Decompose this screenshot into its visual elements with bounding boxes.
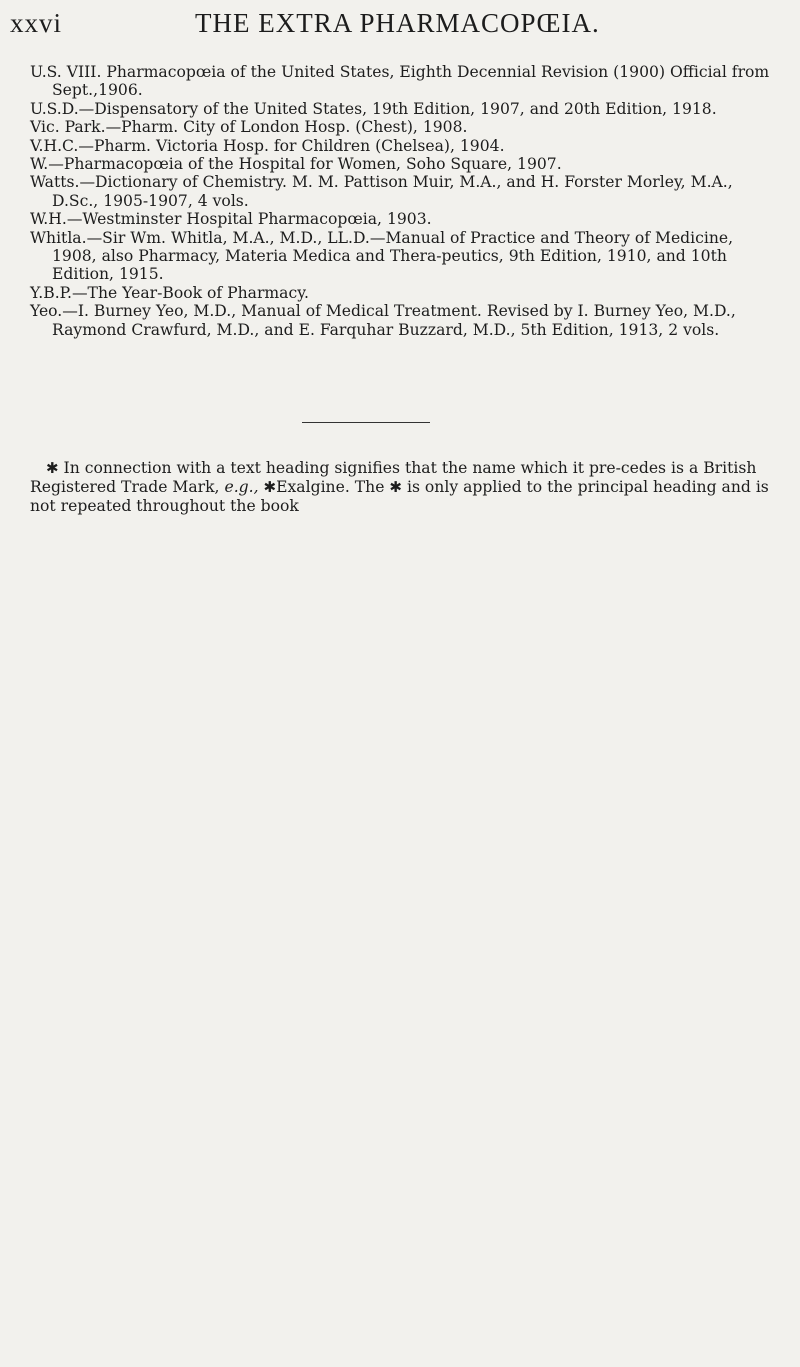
list-item: V.H.C.—Pharm. Victoria Hosp. for Children (Chelsea), 1904. [30,136,505,155]
trademark-star-icon: ✱ [263,477,277,496]
list-item: Whitla.—Sir Wm. Whitla, M.A., M.D., LL.D.—Manual of Practice and Theory of Medicine, 1908, also Pharmacy, Materia Medica and Thera-peutics, 9th Edition, 1910, and 10th Edition, 1915. [30,228,734,284]
list-item: U.S.D.—Dispensatory of the United States, 19th Edition, 1907, and 20th Edition, 1918. [30,99,717,118]
footnote-text: In connection with a text heading signifies that the name which it pre-cedes is a British Registered Trade Mark, [30,458,757,496]
list-item: W.—Pharmacopœia of the Hospital for Women, Soho Square, 1907. [30,155,562,174]
footnote-example: Exalgine. [276,477,350,496]
footnote-text: is only applied to the principal heading and is not repeated throughout the book [30,477,769,515]
page-title: THE EXTRA PHARMACOPŒIA. [195,8,600,38]
footnote-text: The [354,477,385,496]
list-item: Y.B.P.—The Year-Book of Pharmacy. [30,283,309,302]
trademark-star-icon: ✱ [389,477,402,496]
footnote-eg: e.g., [224,477,259,496]
section-divider [302,422,430,423]
list-item: Vic. Park.—Pharm. City of London Hosp. (Chest), 1908. [30,118,468,137]
list-item: W.H.—Westminster Hospital Pharmacopœia, 1903. [30,210,432,229]
list-item: U.S. VIII. Pharmacopœia of the United States, Eighth Decennial Revision (1900) Official from Sept.,1906. [30,63,770,100]
list-item: Yeo.—I. Burney Yeo, M.D., Manual of Medical Treatment. Revised by I. Burney Yeo, M.D., Raymond Crawfurd, M.D., and E. Farquhar Buzzard, M.D., 5th Edition, 1913, 2 vols. [30,302,736,339]
running-head [10,8,770,48]
trademark-footnote [30,459,772,516]
list-item: Watts.—Dictionary of Chemistry. M. M. Pattison Muir, M.A., and H. Forster Morley, M.A., D.Sc., 1905-1907, 4 vols. [30,173,733,210]
page-number: xxvi [10,8,63,38]
trademark-star-icon: ✱ [46,458,59,477]
abbreviation-list [30,63,772,339]
